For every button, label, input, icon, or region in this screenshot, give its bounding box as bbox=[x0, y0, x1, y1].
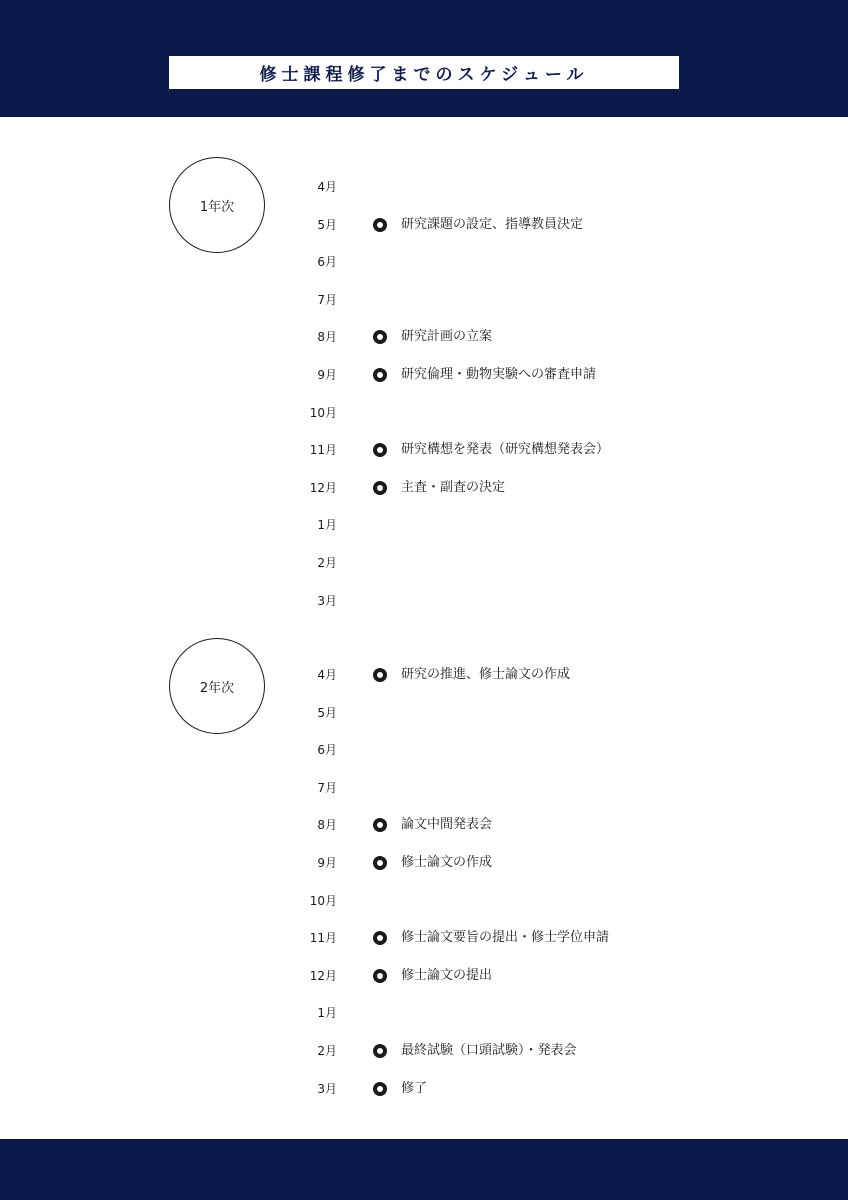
month-label: 9月 bbox=[317, 368, 337, 382]
title-box bbox=[169, 56, 679, 89]
schedule-row bbox=[0, 1040, 848, 1062]
schedule-row bbox=[0, 777, 848, 799]
event-text: 修了 bbox=[401, 1081, 428, 1096]
month-label: 3月 bbox=[317, 594, 337, 608]
event-text: 修士論文要旨の提出・修士学位申請 bbox=[401, 930, 610, 945]
schedule-row bbox=[0, 477, 848, 499]
schedule-row bbox=[0, 852, 848, 874]
month-label: 11月 bbox=[309, 443, 337, 457]
bullet-icon bbox=[373, 668, 387, 682]
month-label: 3月 bbox=[317, 1082, 337, 1096]
bullet-icon bbox=[373, 330, 387, 344]
event-text: 研究課題の設定、指導教員決定 bbox=[401, 217, 584, 232]
schedule-row bbox=[0, 739, 848, 761]
header-band bbox=[0, 0, 848, 117]
schedule-row bbox=[0, 514, 848, 536]
month-label: 2月 bbox=[317, 556, 337, 570]
month-label: 6月 bbox=[317, 255, 337, 269]
month-label: 1月 bbox=[317, 1006, 337, 1020]
year-label: 1年次 bbox=[199, 199, 235, 215]
schedule-row bbox=[0, 1078, 848, 1100]
month-label: 10月 bbox=[309, 894, 337, 908]
page-title: 修士課程修了までのスケジュール bbox=[259, 65, 589, 85]
schedule-row bbox=[0, 326, 848, 348]
schedule-row bbox=[0, 1002, 848, 1024]
bullet-icon bbox=[373, 931, 387, 945]
bullet-icon bbox=[373, 856, 387, 870]
bullet-icon bbox=[373, 1082, 387, 1096]
month-label: 1月 bbox=[317, 518, 337, 532]
bullet-icon bbox=[373, 481, 387, 495]
event-text: 修士論文の提出 bbox=[401, 968, 493, 983]
schedule-row bbox=[0, 890, 848, 912]
year-circle-1 bbox=[169, 157, 265, 253]
schedule-row bbox=[0, 927, 848, 949]
month-label: 11月 bbox=[309, 931, 337, 945]
month-label: 2月 bbox=[317, 1044, 337, 1058]
month-label: 10月 bbox=[309, 406, 337, 420]
schedule-row bbox=[0, 176, 848, 198]
schedule-row bbox=[0, 814, 848, 836]
month-label: 9月 bbox=[317, 856, 337, 870]
bullet-icon bbox=[373, 1044, 387, 1058]
bullet-icon bbox=[373, 443, 387, 457]
schedule-row bbox=[0, 251, 848, 273]
event-text: 研究の推進、修士論文の作成 bbox=[401, 667, 571, 682]
schedule-row bbox=[0, 552, 848, 574]
event-text: 研究倫理・動物実験への審査申請 bbox=[401, 367, 597, 382]
bullet-icon bbox=[373, 969, 387, 983]
event-text: 研究計画の立案 bbox=[401, 329, 493, 344]
event-text: 最終試験（口頭試験）・発表会 bbox=[401, 1043, 577, 1058]
month-label: 4月 bbox=[317, 180, 337, 194]
month-label: 7月 bbox=[317, 293, 337, 307]
month-label: 5月 bbox=[317, 218, 337, 232]
schedule-row bbox=[0, 214, 848, 236]
year-label: 2年次 bbox=[199, 680, 235, 696]
event-text: 主査・副査の決定 bbox=[401, 480, 506, 495]
month-label: 7月 bbox=[317, 781, 337, 795]
month-label: 8月 bbox=[317, 818, 337, 832]
month-label: 4月 bbox=[317, 668, 337, 682]
event-text: 論文中間発表会 bbox=[401, 817, 493, 832]
bullet-icon bbox=[373, 368, 387, 382]
schedule-row bbox=[0, 364, 848, 386]
event-text: 研究構想を発表（研究構想発表会） bbox=[401, 442, 610, 457]
month-label: 8月 bbox=[317, 330, 337, 344]
month-label: 12月 bbox=[309, 969, 337, 983]
month-label: 5月 bbox=[317, 706, 337, 720]
schedule-row bbox=[0, 965, 848, 987]
bullet-icon bbox=[373, 218, 387, 232]
schedule-row bbox=[0, 590, 848, 612]
footer-band bbox=[0, 1139, 848, 1200]
schedule-row bbox=[0, 664, 848, 686]
month-label: 6月 bbox=[317, 743, 337, 757]
schedule-row bbox=[0, 402, 848, 424]
bullet-icon bbox=[373, 818, 387, 832]
schedule-row bbox=[0, 702, 848, 724]
month-label: 12月 bbox=[309, 481, 337, 495]
schedule-row bbox=[0, 289, 848, 311]
event-text: 修士論文の作成 bbox=[401, 855, 493, 870]
schedule-row bbox=[0, 439, 848, 461]
